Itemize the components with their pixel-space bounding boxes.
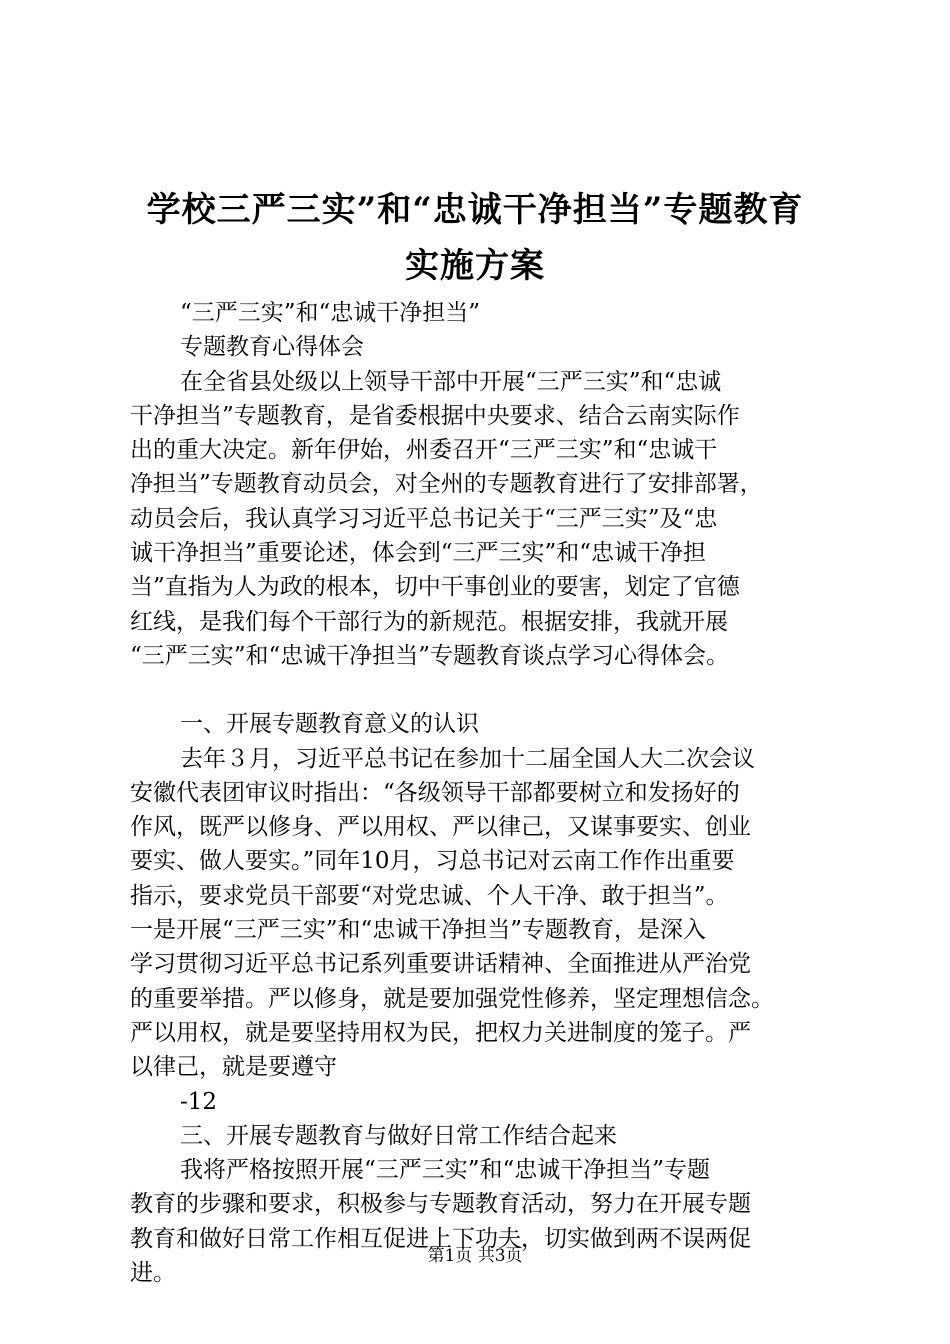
page-footer: 第1页 共3页 [427, 1246, 523, 1266]
paragraph-combination [130, 1153, 850, 1290]
text-line: 去年３月，习近平总书记在参加十二届全国人大二次会议 [180, 745, 755, 772]
paragraph-significance [130, 742, 850, 1085]
text-line: 指示，要求党员干部要“对党忠诚、个人干净、敢于担当”。 [130, 882, 729, 909]
text-line: 红线，是我们每个干部行为的新规范。根据安排，我就开展 [130, 608, 728, 635]
text-line: 以律己，就是要遵守 [130, 1054, 337, 1081]
text-line: 当”直指为人为政的根本，切中干事创业的要害，划定了官德 [130, 574, 740, 601]
paragraph-spacer [130, 673, 850, 707]
subtitle-line-1: “三严三实”和“忠诚干净担当” [180, 300, 481, 326]
text-line: 学习贯彻习近平总书记系列重要讲话精神、全面推进从严治党 [130, 951, 751, 978]
text-line: 要实、做人要实。”同年10月，习总书记对云南工作作出重要 [130, 848, 735, 875]
text-line: “三严三实”和“忠诚干净担当”专题教育谈点学习心得体会。 [130, 642, 730, 669]
text-line: 进。 [130, 1260, 176, 1287]
document-body [130, 296, 850, 1290]
text-line: 教育和做好日常工作相互促进上下功夫，切实做到两不误两促 [130, 1225, 751, 1252]
text-line: 安徽代表团审议时指出：“各级领导干部都要树立和发扬好的 [130, 779, 740, 806]
text-line: 出的重大决定。新年伊始，州委召开“三严三实”和“忠诚干 [130, 437, 718, 464]
text-line: 我将严格按照开展“三严三实”和“忠诚干净担当”专题 [180, 1157, 711, 1184]
paragraph-intro [130, 365, 850, 674]
text-line: 作风，既严以修身、严以用权、严以律己，又谋事要实、创业 [130, 814, 751, 841]
text-line: 严以用权，就是要坚持用权为民，把权力关进制度的笼子。严 [130, 1019, 751, 1046]
text-line: 教育的步骤和要求，积极参与专题教育活动，努力在开展专题 [130, 1191, 751, 1218]
document-title-line-2: 实施方案 [405, 246, 545, 286]
page-marker: -12 [180, 1088, 218, 1115]
text-line: 在全省县处级以上领导干部中开展“三严三实”和“忠诚 [180, 368, 722, 395]
text-line: 一是开展“三严三实”和“忠诚干净担当”专题教育，是深入 [130, 917, 707, 944]
document-title-line-1: 学校三严三实”和“忠诚干净担当”专题教育 [146, 190, 804, 230]
section-heading-3: 三、开展专题教育与做好日常工作结合起来 [180, 1122, 617, 1149]
text-line: 动员会后，我认真学习习近平总书记关于“三严三实”及“忠 [130, 505, 718, 532]
text-line: 干净担当”专题教育，是省委根据中央要求、结合云南实际作 [130, 402, 740, 429]
section-heading-1: 一、开展专题教育意义的认识 [180, 711, 479, 738]
text-line: 的重要举措。严以修身，就是要加强党性修养，坚定理想信念。 [130, 985, 774, 1012]
text-line: 诚干净担当”重要论述，体会到“三严三实”和“忠诚干净担 [130, 540, 707, 567]
subtitle-line-2: 专题教育心得体会 [180, 334, 364, 361]
text-line: 净担当”专题教育动员会，对全州的专题教育进行了安排部署， [130, 471, 763, 498]
